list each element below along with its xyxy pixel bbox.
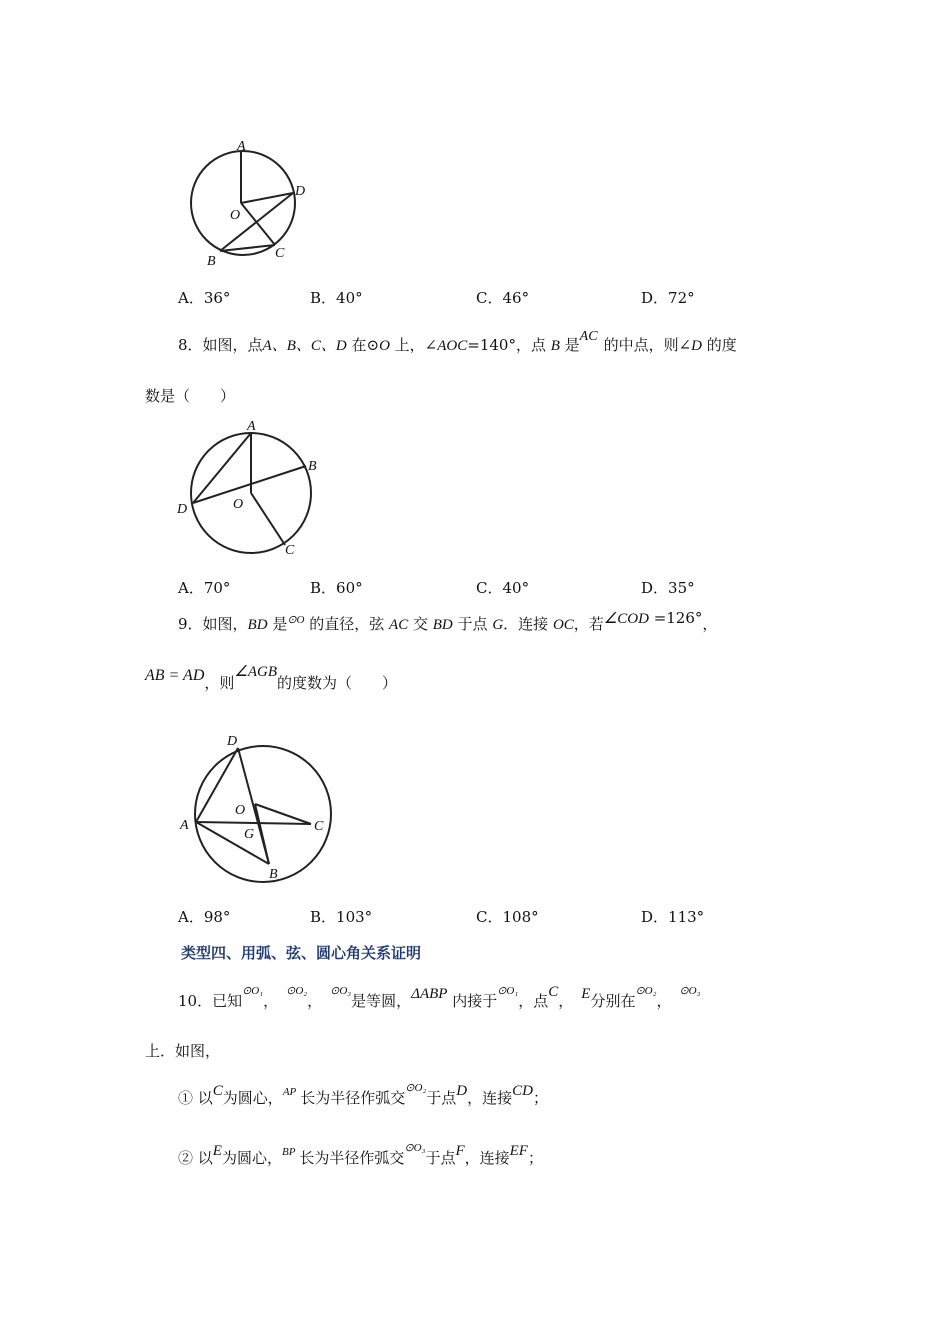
q7-label-b: B: [207, 254, 216, 269]
q9-option-c[interactable]: C．108°: [476, 908, 539, 926]
q10-circle-o3: ⊙O₃: [330, 985, 352, 997]
q9-chord-ac: AC: [389, 617, 409, 633]
q10-step2-end: ；: [527, 1149, 543, 1167]
q10-step1-ap: AP: [282, 1086, 297, 1098]
q10-step2-radius: 长为半径作弧交: [299, 1149, 405, 1167]
q9-text-ask: 的度数为（ ）: [277, 674, 398, 692]
q8-angle-d: D: [691, 338, 702, 354]
q10-text-equal: 是等圆，: [351, 992, 412, 1010]
q8-circle-o: O: [379, 338, 390, 354]
q7-option-b[interactable]: B．40°: [310, 289, 363, 307]
q10-step2-point-f: F: [455, 1143, 465, 1159]
q9-label-a: A: [180, 818, 189, 833]
q10-step2-bp: BP: [281, 1146, 296, 1158]
q10-step1-point-c: C: [212, 1083, 223, 1099]
q8-point-b: B: [550, 338, 560, 354]
q9-text-cross: 交: [408, 615, 433, 633]
q8-label-c: C: [285, 543, 295, 558]
q10-step2: [178, 1142, 543, 1168]
q9-text-connect: ．连接: [503, 615, 553, 633]
q10-text-inscribed: 内接于: [447, 992, 498, 1010]
q10-step1-center: 为圆心，: [222, 1089, 283, 1107]
q10-step2-mark: ② 以: [178, 1149, 213, 1167]
q10-triangle-abp: ΔABP: [411, 986, 448, 1002]
q10-step2-center: 为圆心，: [221, 1149, 282, 1167]
q10-circle-o2: ⊙O₂: [286, 985, 308, 997]
q8-text-mid: 的中点，则∠: [603, 336, 692, 354]
q9-label-c: C: [314, 819, 324, 834]
q10-step1-circle-o2: ⊙O₂: [405, 1082, 427, 1094]
q7-label-o: O: [230, 208, 241, 223]
q7-figure: [180, 135, 310, 270]
section-heading: 类型四、用弧、弦、圆心角关系证明: [181, 944, 422, 962]
q8-label-o: O: [233, 497, 244, 512]
q8-text-is: 是: [559, 336, 580, 354]
q8-question-line1: [178, 329, 737, 355]
q9-angle-cod: ∠COD: [603, 611, 649, 627]
q7-option-d[interactable]: D．72°: [641, 289, 695, 307]
q9-option-a[interactable]: A．98°: [178, 908, 231, 926]
q9-segment-bd: BD: [247, 617, 268, 633]
q10-step1-end: ；: [533, 1089, 549, 1107]
q8-arc-ac: AC: [579, 329, 598, 344]
q7-label-a: A: [237, 139, 246, 154]
q7-label-c: C: [275, 246, 285, 261]
q8-option-d[interactable]: D．35°: [641, 579, 695, 597]
q9-segment-ob: [255, 804, 269, 864]
q8-points: A、B、C、D: [262, 338, 347, 354]
q10-point-e: E: [581, 986, 591, 1002]
q10-sep4: ，: [656, 992, 672, 1010]
q9-point-g: G: [492, 617, 504, 633]
q10-step1-segment-cd: CD: [512, 1083, 533, 1099]
q10-sep1: ，: [263, 992, 279, 1010]
q9-label-g: G: [244, 827, 255, 842]
q9-text-diameter: 的直径，弦: [304, 615, 390, 633]
q10-step2-connect: ，连接: [464, 1149, 510, 1167]
q9-segment-oc: [255, 804, 311, 824]
q7-option-a[interactable]: A．36°: [178, 289, 231, 307]
q9-segment-oc: OC: [552, 617, 574, 633]
q10-step1-point-d: D: [456, 1083, 468, 1099]
q8-label-d: D: [177, 502, 188, 517]
q10-point-c: C: [548, 984, 559, 1000]
q10-step2-segment-ef: EF: [509, 1143, 528, 1159]
q10-circle-o1-b: ⊙O₁: [497, 985, 519, 997]
q10-number: 10．已知: [178, 992, 243, 1010]
q9-comma: ，: [702, 615, 718, 633]
q9-number: 9．如图，: [178, 615, 248, 633]
q10-step1: [178, 1082, 549, 1108]
q8-option-c[interactable]: C．40°: [476, 579, 530, 597]
q9-segment-ac: [196, 822, 311, 824]
q8-option-a[interactable]: A．70°: [178, 579, 231, 597]
q9-question-line2: [145, 664, 398, 692]
q10-step1-radius: 长为半径作弧交: [300, 1089, 406, 1107]
q8-text-degree: 的度: [701, 336, 737, 354]
q10-step1-mark: ① 以: [178, 1089, 213, 1107]
q8-option-b[interactable]: B．60°: [310, 579, 363, 597]
q10-sep2: ，: [307, 992, 323, 1010]
q9-angle-value: =126°: [648, 609, 703, 627]
q9-text-if: ，若: [573, 615, 604, 633]
q9-text-is: 是: [267, 615, 288, 633]
q9-segment-ab: [196, 822, 269, 864]
q8-angle-value: =140°，点: [467, 336, 551, 354]
q8-number: 8．如图，点: [178, 336, 263, 354]
q9-question-line1: [178, 609, 718, 634]
q10-text-point: ，点: [518, 992, 549, 1010]
q8-question-line2: 数是（ ）: [145, 387, 236, 405]
q9-angle-agb: ∠AGB: [234, 664, 278, 680]
q9-option-b[interactable]: B．103°: [310, 908, 373, 926]
q9-text-at: 于点: [452, 615, 493, 633]
q7-option-c[interactable]: C．46°: [476, 289, 530, 307]
q8-text-in: 在⊙: [346, 336, 380, 354]
q9-option-d[interactable]: D．113°: [641, 908, 705, 926]
q8-segment-db: [193, 466, 306, 503]
q10-question-line1: [178, 984, 701, 1011]
q9-circle-o: ⊙O: [287, 614, 305, 626]
q9-segment-bd2: BD: [432, 617, 453, 633]
q10-text-respectively: 分别在: [590, 992, 636, 1010]
q9-text-then: ，则: [204, 674, 235, 692]
q10-question-line2: 上．如图，: [145, 1042, 221, 1060]
q9-figure: [175, 728, 335, 883]
q8-angle-aoc: AOC: [437, 338, 468, 354]
q9-label-d: D: [227, 734, 238, 749]
q10-step2-point-e: E: [212, 1143, 222, 1159]
q10-step1-connect: ，连接: [467, 1089, 513, 1107]
q9-label-b: B: [269, 867, 278, 882]
q10-step2-circle-o3: ⊙O₃: [404, 1142, 426, 1154]
q8-segment-oc: [251, 493, 285, 545]
q7-segment-oc: [241, 203, 275, 245]
q10-circle-o3-b: ⊙O₃: [679, 985, 701, 997]
q10-circle-o1: ⊙O₁: [242, 985, 264, 997]
q10-step1-at: 于点: [426, 1089, 457, 1107]
q8-figure: [172, 416, 327, 561]
q8-text-on: 上，∠: [389, 336, 438, 354]
q7-label-d: D: [295, 184, 306, 199]
q8-label-b: B: [308, 459, 317, 474]
q10-circle-o2-b: ⊙O₂: [635, 985, 657, 997]
q9-arc-equation: AB = AD: [145, 667, 205, 684]
q8-label-a: A: [247, 419, 256, 434]
q9-label-o: O: [235, 803, 246, 818]
q10-sep3: ，: [558, 992, 574, 1010]
q10-step2-at: 于点: [425, 1149, 456, 1167]
